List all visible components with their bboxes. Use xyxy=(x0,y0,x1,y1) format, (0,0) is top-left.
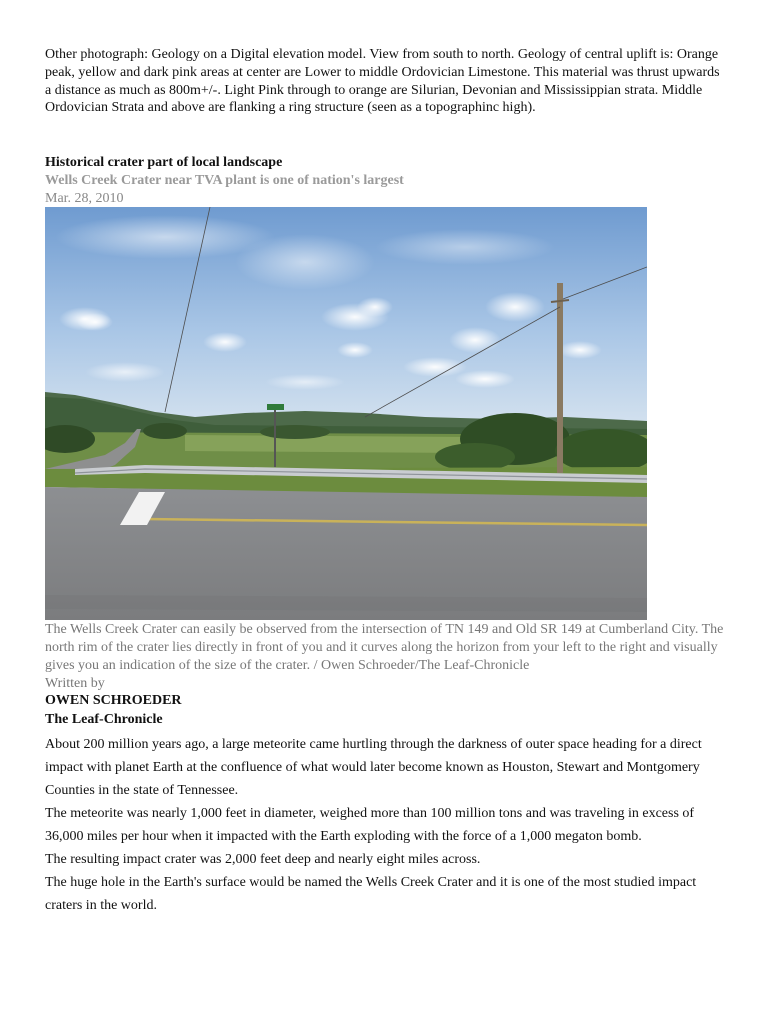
article-subheadline: Wells Creek Crater near TVA plant is one of nation's largest xyxy=(45,173,404,188)
body-paragraph: The resulting impact crater was 2,000 feet deep and nearly eight miles across. xyxy=(45,852,481,867)
publication-name: The Leaf-Chronicle xyxy=(45,712,163,727)
article-body xyxy=(45,733,725,917)
article-date: Mar. 28, 2010 xyxy=(45,191,124,206)
written-by-label: Written by xyxy=(45,676,105,691)
body-paragraph: The huge hole in the Earth's surface would be named the Wells Creek Crater and it is one of the most studied impact craters in the world. xyxy=(45,875,697,913)
body-paragraph: About 200 million years ago, a large meteorite came hurtling through the darkness of outer space heading for a direct impact with planet Earth at the confluence of what would later become known as Houston, Stewart and Montgomery Counties in the state of Tennessee. xyxy=(45,737,702,798)
author-name: OWEN SCHROEDER xyxy=(45,693,182,708)
photo-caption: The Wells Creek Crater can easily be observed from the intersection of TN 149 and Old SR 149 at Cumberland City. The north rim of the crater lies directly in front of you and it curves along the horizon from your left to the right and visually gives you an indication of the size of the crater. / Owen Schroeder/The Leaf-Chronicle xyxy=(45,622,724,674)
intro-paragraph: Other photograph: Geology on a Digital elevation model. View from south to north. Geology of central uplift is: Orange peak, yellow and dark pink areas at center are Lower to middle Ordovician Limestone. This material was thrust upwards a distance as much as 800m+/-. Light Pink through to orange are Silurian, Devonian and Mississippian strata. Middle Ordovician Strata and above are flanking a ring structure (seen as a topographinc high). xyxy=(45,47,720,116)
body-paragraph: The meteorite was nearly 1,000 feet in diameter, weighed more than 100 million tons and was traveling in excess of 36,000 miles per hour when it impacted with the Earth exploding with the force of a 1,000 megaton bomb. xyxy=(45,806,695,844)
article-headline: Historical crater part of local landscape xyxy=(45,155,283,170)
crater-landscape-photo xyxy=(45,207,647,620)
